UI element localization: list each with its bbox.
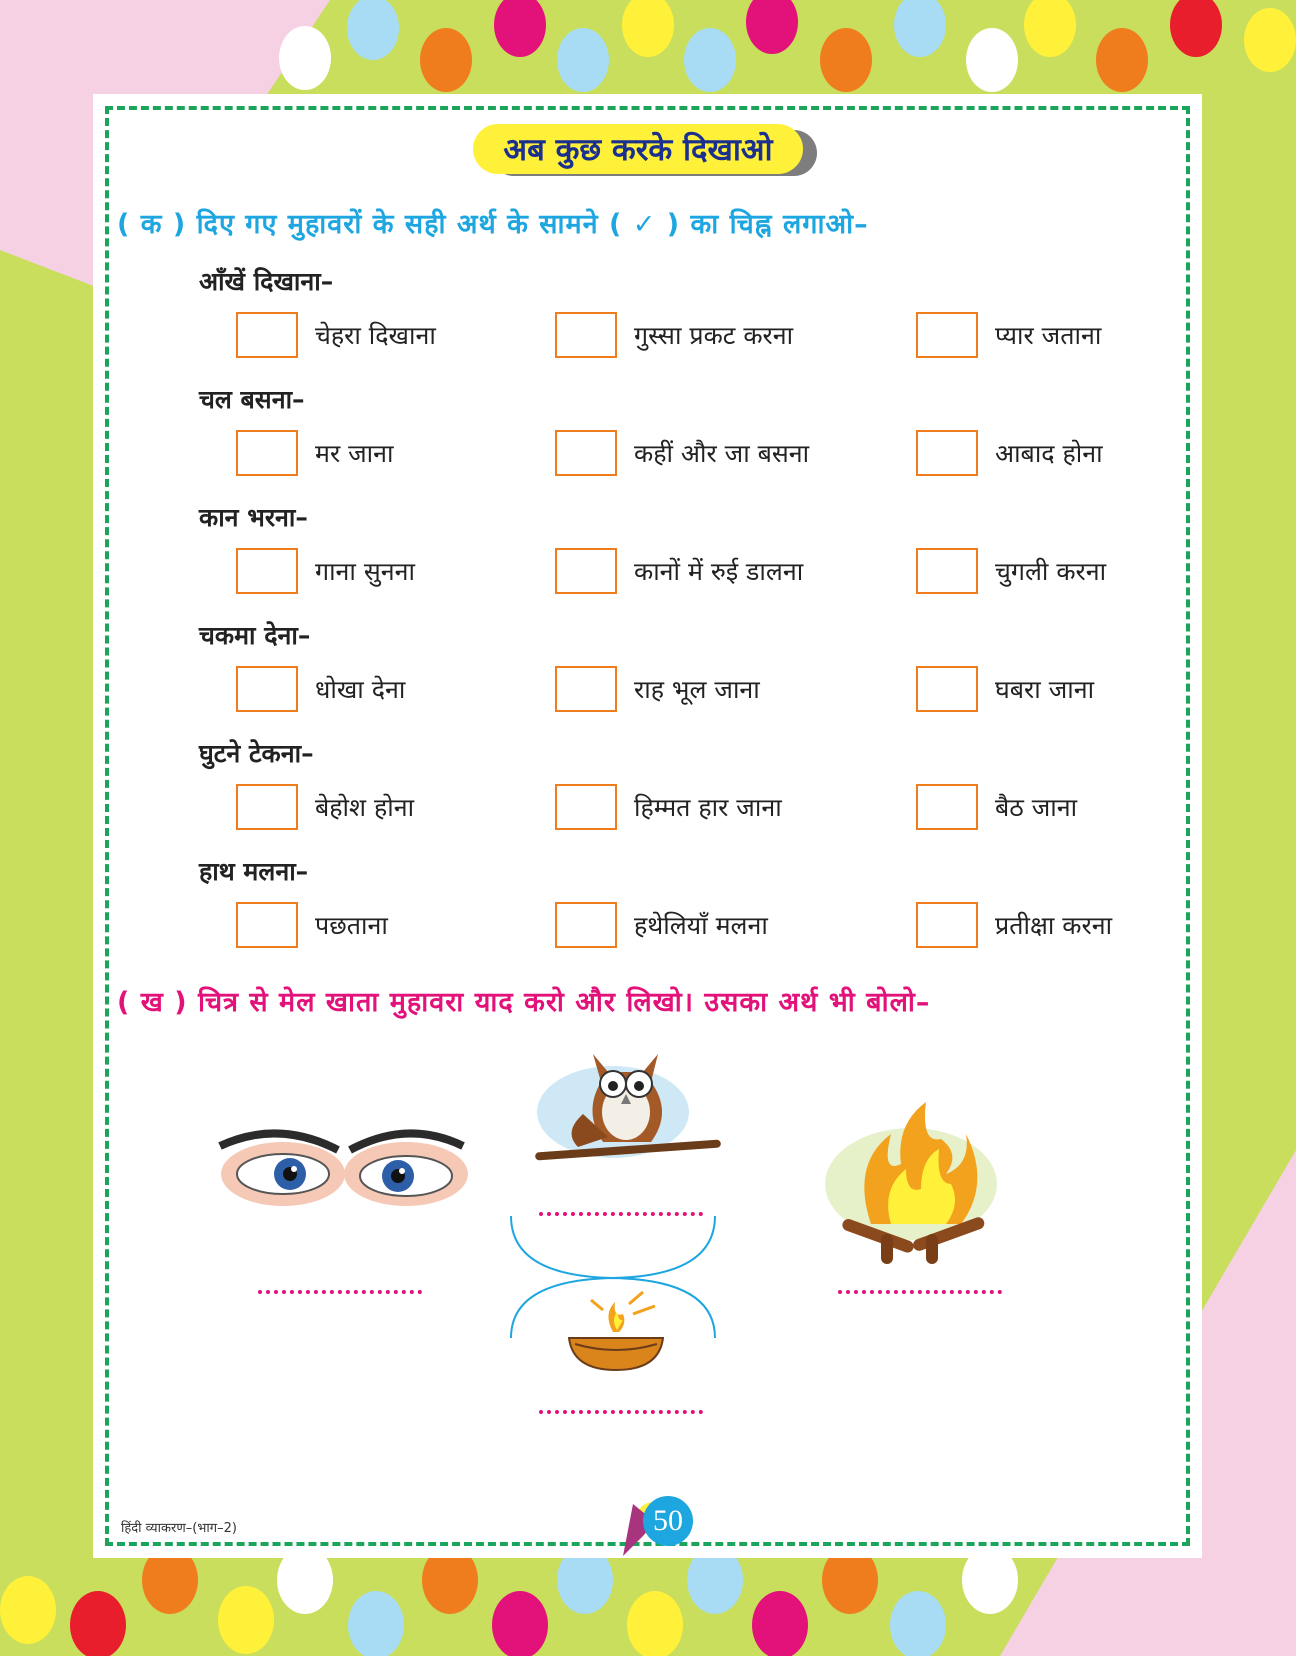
book-title-footer: हिंदी व्याकरण–(भाग–2) <box>121 1521 237 1536</box>
answer-checkbox[interactable] <box>236 430 298 476</box>
option-label: हथेलियाँ मलना <box>634 911 768 940</box>
idiom-label: घुटने टेकना– <box>199 739 314 768</box>
idiom-label: चकमा देना– <box>199 621 311 650</box>
diya-lamp-icon <box>563 1284 673 1379</box>
answer-checkbox[interactable] <box>555 430 617 476</box>
answer-blank-diya[interactable] <box>539 1406 703 1414</box>
section-a-title: ( क ) दिए गए मुहावरों के सही अर्थ के सामने ( ✓ ) का चिह्न लगाओ– <box>117 209 869 240</box>
option-label: चेहरा दिखाना <box>315 321 436 350</box>
answer-checkbox[interactable] <box>916 784 978 830</box>
idiom-label: हाथ मलना– <box>199 857 309 886</box>
idiom-label: चल बसना– <box>199 385 305 414</box>
section-b-title: ( ख ) चित्र से मेल खाता मुहावरा याद करो और लिखो। उसका अर्थ भी बोलो– <box>117 987 931 1018</box>
option-label: प्रतीक्षा करना <box>995 911 1113 940</box>
answer-checkbox[interactable] <box>916 312 978 358</box>
answer-checkbox[interactable] <box>555 666 617 712</box>
option-label: घबरा जाना <box>995 675 1095 704</box>
option-label: मर जाना <box>315 439 394 468</box>
answer-checkbox[interactable] <box>555 548 617 594</box>
answer-blank-bonfire[interactable] <box>838 1286 1002 1294</box>
answer-checkbox[interactable] <box>236 312 298 358</box>
page-number: 50 <box>643 1496 693 1546</box>
idiom-label: आँखें दिखाना– <box>199 267 334 296</box>
answer-checkbox[interactable] <box>555 902 617 948</box>
option-label: बैठ जाना <box>995 793 1078 822</box>
bonfire-icon <box>821 1094 1001 1264</box>
option-label: पछताना <box>315 911 388 940</box>
answer-checkbox[interactable] <box>236 902 298 948</box>
option-label: राह भूल जाना <box>634 675 760 704</box>
answer-checkbox[interactable] <box>236 666 298 712</box>
option-label: गाना सुनना <box>315 557 415 586</box>
page-title: अब कुछ करके दिखाओ <box>473 124 803 174</box>
eyes-icon <box>218 1124 468 1219</box>
worksheet-page <box>93 94 1202 1558</box>
option-label: बेहोश होना <box>315 793 415 822</box>
option-label: चुगली करना <box>995 557 1107 586</box>
option-label: कानों में रुई डालना <box>634 557 804 586</box>
idiom-label: कान भरना– <box>199 503 308 532</box>
option-label: गुस्सा प्रकट करना <box>634 321 794 350</box>
option-label: आबाद होना <box>995 439 1103 468</box>
answer-checkbox[interactable] <box>916 548 978 594</box>
answer-checkbox[interactable] <box>555 312 617 358</box>
owl-icon <box>533 1042 723 1172</box>
option-label: हिम्मत हार जाना <box>634 793 782 822</box>
answer-checkbox[interactable] <box>236 784 298 830</box>
answer-checkbox[interactable] <box>555 784 617 830</box>
option-label: कहीं और जा बसना <box>634 439 810 468</box>
page-number-badge <box>619 1482 699 1562</box>
answer-checkbox[interactable] <box>236 548 298 594</box>
answer-blank-eyes[interactable] <box>258 1286 422 1294</box>
option-label: धोखा देना <box>315 675 406 704</box>
answer-checkbox[interactable] <box>916 902 978 948</box>
answer-checkbox[interactable] <box>916 666 978 712</box>
option-label: प्यार जताना <box>995 321 1102 350</box>
answer-checkbox[interactable] <box>916 430 978 476</box>
